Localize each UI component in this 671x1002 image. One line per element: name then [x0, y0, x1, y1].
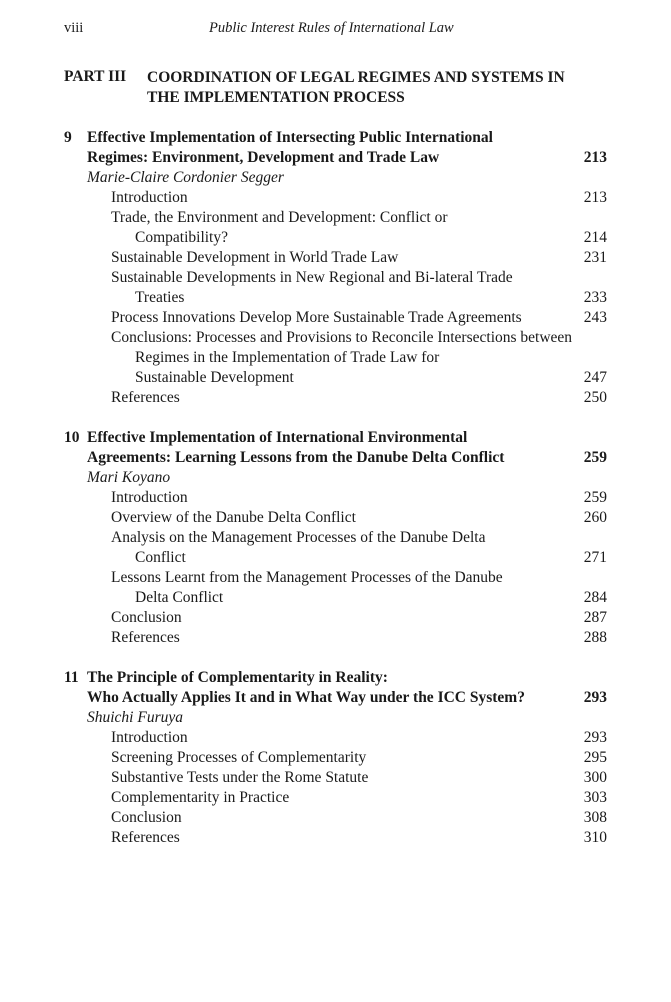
toc-section[interactable]: Introduction	[111, 729, 188, 746]
page-number: viii	[64, 20, 84, 36]
toc-section[interactable]: References	[111, 389, 180, 406]
section-page: 287	[583, 609, 607, 626]
chapter-page: 213	[583, 149, 607, 166]
toc-section[interactable]: Conclusion	[111, 609, 182, 626]
toc-section[interactable]: Conclusion	[111, 809, 182, 826]
section-page: 259	[583, 489, 607, 506]
chapter-title[interactable]: Effective Implementation of International Environmental	[87, 429, 468, 446]
toc-section-cont[interactable]: Compatibility?	[135, 229, 228, 246]
chapter-number: 10	[64, 429, 80, 446]
toc-section[interactable]: Screening Processes of Complementarity	[111, 749, 367, 766]
toc-section[interactable]: Overview of the Danube Delta Conflict	[111, 509, 356, 526]
chapter-title[interactable]: Effective Implementation of Intersecting Public International	[87, 129, 493, 146]
section-page: 250	[583, 389, 607, 406]
toc-section[interactable]: Sustainable Developments in New Regional and Bi-lateral Trade	[111, 269, 513, 286]
running-title: Public Interest Rules of International Law	[209, 20, 454, 36]
toc-section[interactable]: Introduction	[111, 489, 188, 506]
toc-section[interactable]: Process Innovations Develop More Sustainable Trade Agreements	[111, 309, 522, 326]
chapter-number: 11	[64, 669, 79, 686]
section-page: 231	[583, 249, 607, 266]
section-page: 288	[583, 629, 607, 646]
section-page: 247	[583, 369, 607, 386]
toc-section[interactable]: Introduction	[111, 189, 188, 206]
section-page: 295	[583, 749, 607, 766]
chapter-author: Marie-Claire Cordonier Segger	[87, 169, 284, 186]
toc-section[interactable]: References	[111, 629, 180, 646]
chapter-title[interactable]: Regimes: Environment, Development and Trade Law	[87, 149, 440, 166]
toc-section[interactable]: References	[111, 829, 180, 846]
chapter-author: Shuichi Furuya	[87, 709, 183, 726]
toc-section[interactable]: Substantive Tests under the Rome Statute	[111, 769, 369, 786]
part-title	[147, 68, 617, 108]
chapter-number: 9	[64, 129, 72, 146]
section-page: 310	[583, 829, 607, 846]
toc-section[interactable]: Conclusions: Processes and Provisions to Reconcile Intersections between	[111, 329, 573, 346]
section-page: 213	[583, 189, 607, 206]
section-page: 271	[583, 549, 607, 566]
toc-section[interactable]: Sustainable Development in World Trade Law	[111, 249, 399, 266]
section-page: 284	[583, 589, 607, 606]
section-page: 300	[583, 769, 607, 786]
chapter-title[interactable]: Agreements: Learning Lessons from the Danube Delta Conflict	[87, 449, 505, 466]
section-page: 293	[583, 729, 607, 746]
toc-section-cont[interactable]: Conflict	[135, 549, 186, 566]
section-page: 214	[583, 229, 607, 246]
section-page: 303	[583, 789, 607, 806]
toc-section-cont[interactable]: Treaties	[135, 289, 185, 306]
toc-section[interactable]: Lessons Learnt from the Management Processes of the Danube	[111, 569, 503, 586]
toc-section-cont[interactable]: Delta Conflict	[135, 589, 224, 606]
section-page: 260	[583, 509, 607, 526]
chapter-title[interactable]: The Principle of Complementarity in Reality:	[87, 669, 388, 686]
part-title-line: COORDINATION OF LEGAL REGIMES AND SYSTEMS IN	[147, 69, 565, 86]
section-page: 308	[583, 809, 607, 826]
chapter-page: 259	[583, 449, 607, 466]
part-label: PART III	[64, 68, 127, 85]
section-page: 243	[583, 309, 607, 326]
chapter-page: 293	[583, 689, 607, 706]
toc-section-cont[interactable]: Sustainable Development	[135, 369, 294, 386]
toc-section[interactable]: Analysis on the Management Processes of the Danube Delta	[111, 529, 486, 546]
chapter-author: Mari Koyano	[87, 469, 171, 486]
chapter-title[interactable]: Who Actually Applies It and in What Way under the ICC System?	[87, 689, 525, 706]
part-title-line: THE IMPLEMENTATION PROCESS	[147, 89, 405, 106]
toc-section[interactable]: Complementarity in Practice	[111, 789, 290, 806]
toc-section-cont[interactable]: Regimes in the Implementation of Trade Law for	[135, 349, 440, 366]
section-page: 233	[583, 289, 607, 306]
toc-section[interactable]: Trade, the Environment and Development: Conflict or	[111, 209, 448, 226]
